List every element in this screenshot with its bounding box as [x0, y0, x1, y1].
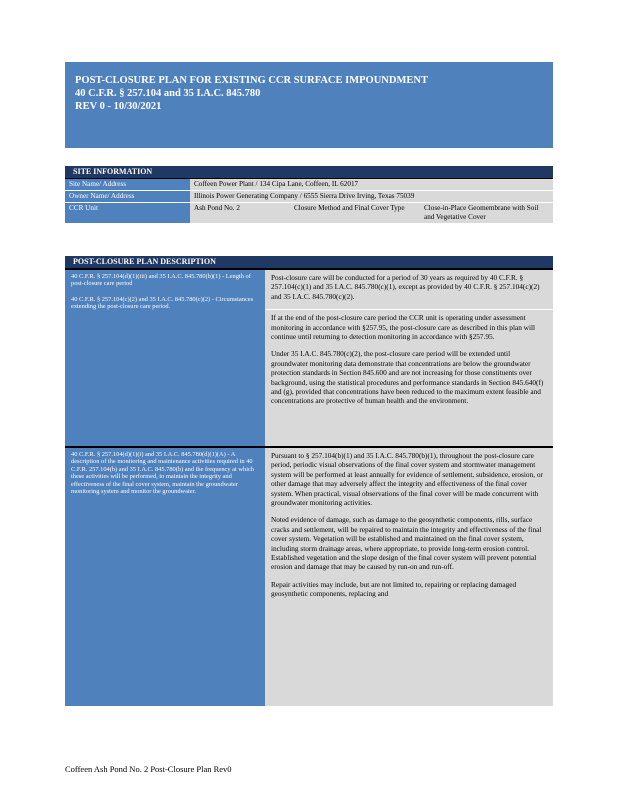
document-header-banner [65, 62, 553, 148]
assessment-monitoring-text: If at the end of the post-closure care period the CCR unit is operating under assessment monitoring in accordance with §257.95, the post-closure care as described in this plan will continue until returning to detection monitoring in accordance with §257.95. [271, 313, 536, 342]
post-closure-description-section [65, 256, 553, 706]
description-heading: POST-CLOSURE PLAN DESCRIPTION [65, 256, 553, 269]
site-row [65, 179, 553, 191]
page-footer: Coffeen Ash Pond No. 2 Post-Closure Plan Rev0 [65, 764, 232, 774]
iac-extension-text: Under 35 I.A.C. 845.780(c)(2), the post-closure care period will be extended until groundwater monitoring data demonstrate that concentrations are below the groundwater protection standards in Section 845.600 and are not increasing for those constituents over background, using the statistical procedures and performance standards in Section 845.640(f) and (g), provided that concentrations have been reduced to the maximum extent feasible and concentrations are protective of human health and the environment. [271, 349, 544, 406]
site-information-section [65, 166, 553, 224]
site-value: Coffeen Power Plant / 134 Cipa Lane, Coffeen, IL 62017 [190, 179, 553, 190]
citation-extending-care: 40 C.F.R. § 257.104(c)(2) and 35 I.A.C. 845.780(c)(2) - Circumstances extending the post-closure care period. [71, 295, 254, 311]
closure-method-value: Close-in-Place Geomembrane with Soil and Vegetative Cover [424, 204, 539, 221]
ccr-unit-values [190, 203, 553, 223]
repair-activities-text: Repair activities may include, but are not limited to, repairing or replacing damaged geosynthetic components, replacing and [271, 579, 517, 599]
citation-length-of-care: 40 C.F.R. § 257.104(d)(1)(iii) and 35 I.A.C. 845.780(b)(1) - Length of post-closure care period [71, 273, 251, 288]
closure-method-label: Closure Method and Final Cover Type [294, 204, 405, 212]
document-title: POST-CLOSURE PLAN FOR EXISTING CCR SURFACE IMPOUNDMENT [75, 75, 428, 86]
care-period-text: Post-closure care will be conducted for a period of 30 years as required by 40 C.F.R. § 257.104(c)(1) and 35 I.A.C. 845.780(c)(1), except as provided by 40 C.F.R. § 257.104(c)(2) and 35 I.A.C. 845.780(c)(2). [271, 273, 540, 301]
ccr-unit-value: Ash Pond No. 2 [194, 204, 240, 212]
site-information-heading: SITE INFORMATION [65, 166, 553, 179]
row-citation [65, 448, 265, 706]
table-row [65, 446, 553, 706]
table-row [65, 269, 553, 446]
ccr-unit-row [65, 203, 553, 224]
row-content [265, 448, 553, 706]
damage-repair-text: Noted evidence of damage, such as damage to the geosynthetic components, rills, surface cracks and settlement, will be repaired to maintain the integrity and effectiveness of the final cover system. Vegetation will be established and maintained on the final cover system, including storm drainage areas, where appropriate, to provide long-term erosion control. Established vegetation and the slope design of the final cover system will prevent potential erosion and damage that may be caused by run-on and run-off. [271, 515, 542, 572]
owner-value: Illinois Power Generating Company / 6555 Sierra Drive Irving, Texas 75039 [190, 191, 553, 202]
citation-monitoring-maintenance: 40 C.F.R. § 257.104(d)(1)(i) and 35 I.A.C. 845.780(d)(1)(A) - A description of the monitoring and maintenance activities required in 40 C.F.R. 257.104(b) and 35 I.A.C. 845.780(b) and the frequency at which these activities will be performed, to maintain the integrity and effectiveness of the final cover system, maintain the groundwater monitoring system and monitor the groundwater. [71, 451, 255, 496]
site-label: Site Name/ Address [65, 179, 190, 190]
ccr-unit-label: CCR Unit [65, 203, 190, 223]
row-citation [65, 270, 265, 446]
revision-date: REV 0 - 10/30/2021 [75, 101, 162, 112]
owner-label: Owner Name/ Address [65, 191, 190, 202]
visual-observation-text: Pursuant to § 257.104(b)(1) and 35 I.A.C. 845.780(b)(1), throughout the post-closure care period, periodic visual observations of the final cover system and stormwater management system will be performed at least annually for evidence of settlement, subsidence, erosion, or other damage that may adversely affect the integrity and effectiveness of the final cover system. When practical, visual observations of the final cover will be made concurrent with groundwater monitoring activities. [271, 451, 543, 508]
row-content [265, 270, 553, 446]
extension-block [265, 309, 553, 406]
regulation-citation: 40 C.F.R. § 257.104 and 35 I.A.C. 845.780 [75, 88, 261, 99]
owner-row [65, 191, 553, 203]
